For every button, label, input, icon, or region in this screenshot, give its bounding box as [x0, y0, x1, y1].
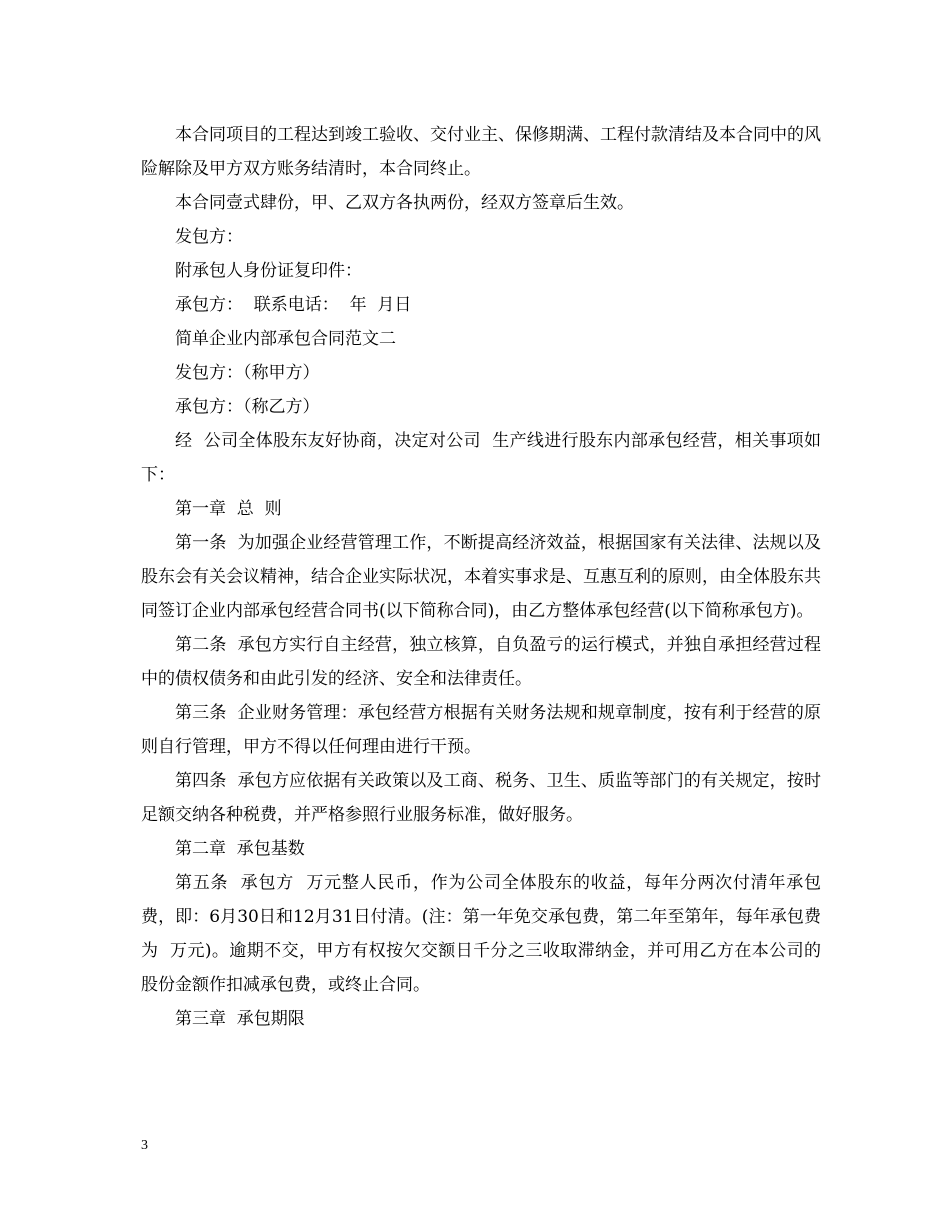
document-body [141, 118, 821, 1036]
paragraph-employer-signature: 发包方： [175, 227, 243, 247]
article-2: 第二条 承包方实行自主经营，独立核算，自负盈亏的运行模式，并独自承担经营过程中的债权债务和由此引发的经济、安全和法律责任。 [141, 635, 821, 689]
paragraph-party-b: 承包方：（称乙方） [175, 397, 320, 417]
paragraph-party-a: 发包方：（称甲方） [175, 363, 320, 383]
chapter-heading-2: 第二章 承包基数 [175, 839, 305, 859]
paragraph-contract-termination: 本合同项目的工程达到竣工验收、交付业主、保修期满、工程付款清结及本合同中的风险解除及甲方双方账务结清时，本合同终止。 [141, 125, 821, 179]
article-5: 第五条 承包方 万元整人民币，作为公司全体股东的收益，每年分两次付清年承包费，即：6月30日和12月31日付清。(注：第一年免交承包费，第二年至第年，每年承包费为 万元)。逾期不交，甲方有权按欠交额日千分之三收取滞纳金，并可用乙方在本公司的股份金额作扣减承包费，或终止合同。 [141, 873, 821, 995]
paragraph-preamble: 经 公司全体股东友好协商，决定对公司 生产线进行股东内部承包经营，相关事项如下： [141, 431, 821, 485]
article-4: 第四条 承包方应依据有关政策以及工商、税务、卫生、质监等部门的有关规定，按时足额交纳各种税费，并严格参照行业服务标准，做好服务。 [141, 771, 821, 825]
paragraph-copies: 本合同壹式肆份，甲、乙双方各执两份，经双方签章后生效。 [175, 193, 634, 213]
page-number: 3 [141, 1138, 148, 1153]
chapter-heading-1: 第一章 总 则 [175, 499, 282, 519]
article-3: 第三条 企业财务管理：承包经营方根据有关财务法规和规章制度，按有利于经营的原则自行管理，甲方不得以任何理由进行干预。 [141, 703, 821, 757]
paragraph-id-attachment: 附承包人身份证复印件： [175, 261, 362, 281]
paragraph-contractor-signature: 承包方： 联系电话： 年 月日 [175, 295, 412, 315]
section-title-sample-two: 简单企业内部承包合同范文二 [175, 329, 396, 349]
chapter-heading-3: 第三章 承包期限 [175, 1009, 305, 1029]
article-1: 第一条 为加强企业经营管理工作，不断提高经济效益，根据国家有关法律、法规以及股东会有关会议精神，结合企业实际状况，本着实事求是、互惠互利的原则，由全体股东共同签订企业内部承包经营合同书(以下简称合同)，由乙方整体承包经营(以下简称承包方)。 [141, 533, 821, 621]
